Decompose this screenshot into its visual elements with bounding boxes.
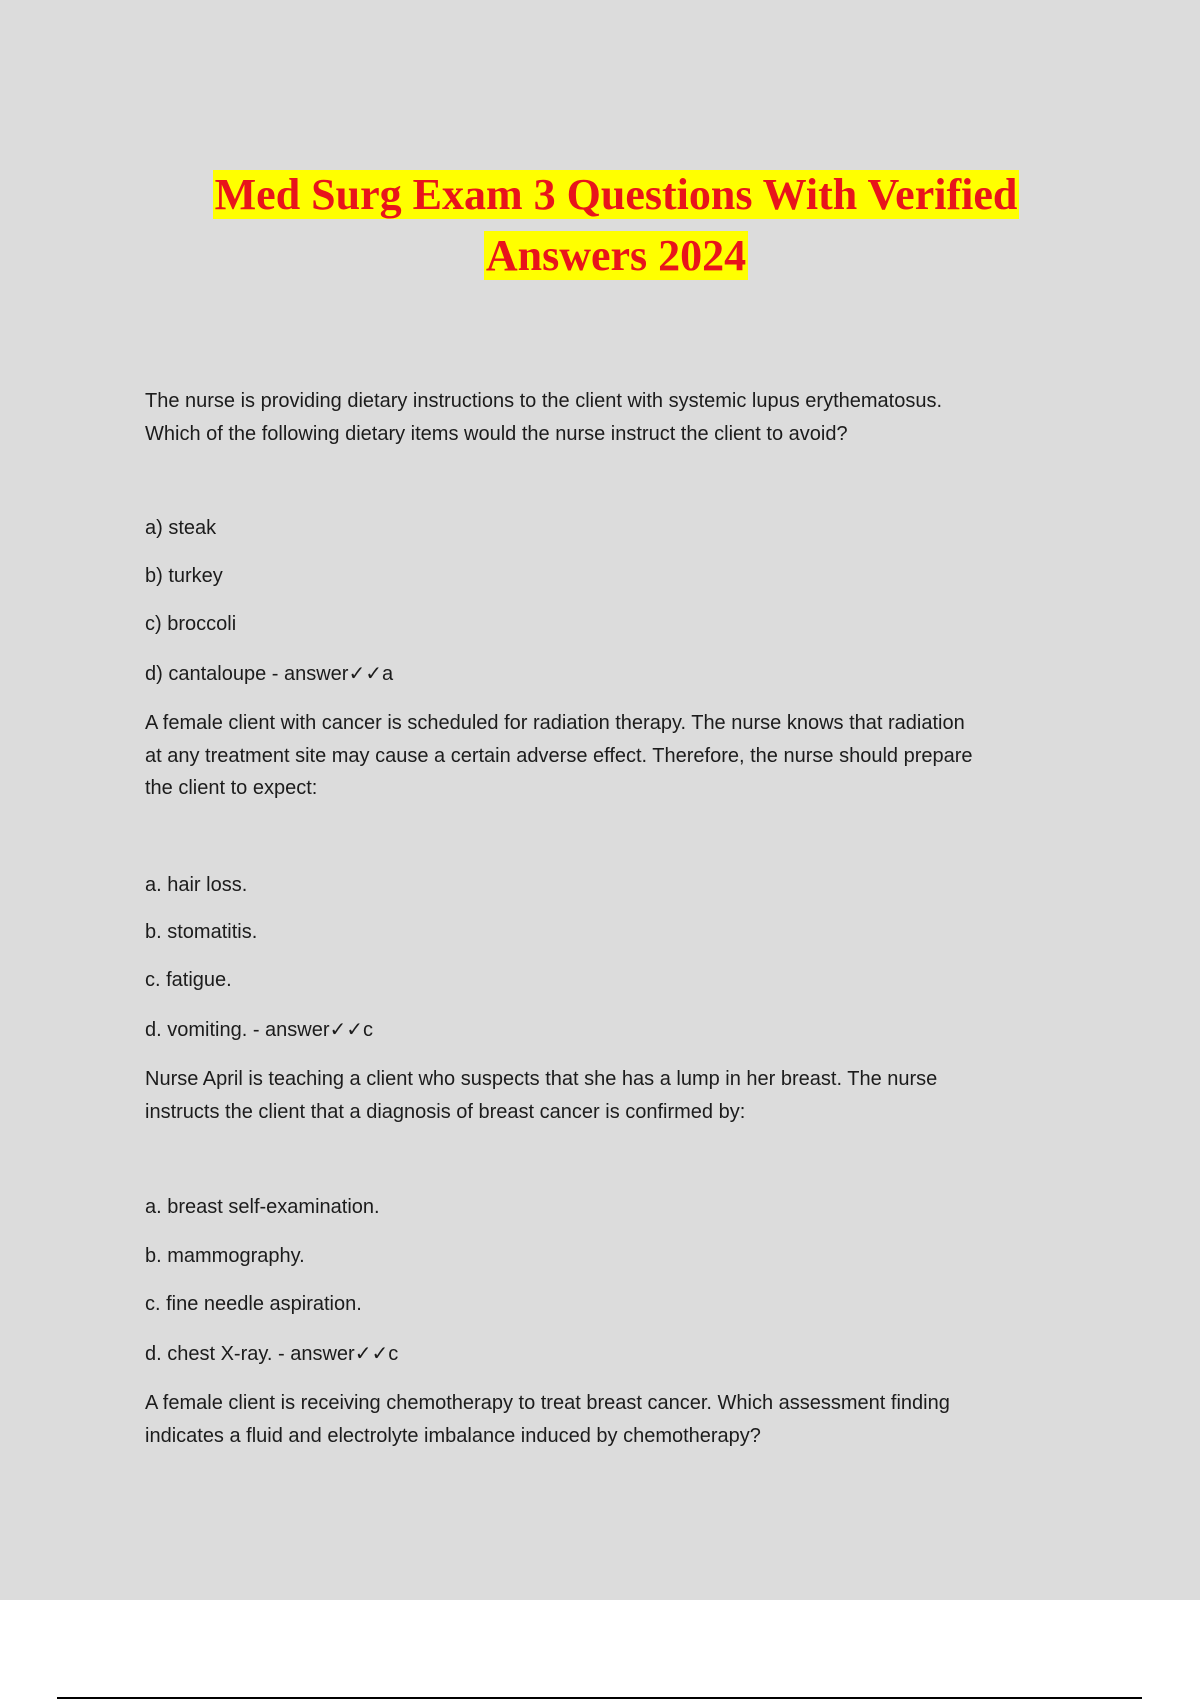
question-2-option-b: b. stomatitis.: [145, 921, 258, 943]
question-3-option-d-answer: d. chest X-ray. - answer✓✓c: [145, 1343, 399, 1365]
question-1-stem: [145, 385, 942, 450]
question-3-stem: [145, 1063, 937, 1128]
question-3-option-c: c. fine needle aspiration.: [145, 1293, 362, 1315]
question-1-option-a: a) steak: [145, 517, 217, 539]
question-1-option-d-answer: d) cantaloupe - answer✓✓a: [145, 663, 394, 685]
question-3-option-a: a. breast self-examination.: [145, 1196, 380, 1218]
question-2-option-c: c. fatigue.: [145, 969, 232, 991]
question-4-stem: [145, 1387, 950, 1452]
bottom-divider: [57, 1697, 1142, 1699]
question-2-option-d-answer: d. vomiting. - answer✓✓c: [145, 1019, 374, 1041]
question-2-option-a: a. hair loss.: [145, 874, 248, 896]
question-1-stem-line-1: The nurse is providing dietary instructions to the client with systemic lupus erythematosus.: [145, 390, 943, 412]
title-line-2: Answers 2024: [485, 231, 747, 280]
question-4-stem-line-2: indicates a fluid and electrolyte imbalance induced by chemotherapy?: [145, 1424, 761, 1447]
question-2-stem-line-2: at any treatment site may cause a certain adverse effect. Therefore, the nurse should prepare: [145, 744, 973, 767]
document-title: [0, 164, 1200, 286]
question-3-stem-line-1: Nurse April is teaching a client who suspects that she has a lump in her breast. The nurse: [145, 1068, 938, 1090]
title-line-1: Med Surg Exam 3 Questions With Verified: [214, 170, 1018, 219]
question-1-option-b: b) turkey: [145, 565, 223, 587]
question-1-stem-line-2: Which of the following dietary items would the nurse instruct the client to avoid?: [145, 422, 848, 445]
question-2-stem-line-3: the client to expect:: [145, 777, 318, 799]
question-1-option-c: c) broccoli: [145, 613, 237, 635]
question-4-stem-line-1: A female client is receiving chemotherapy to treat breast cancer. Which assessment finding: [145, 1392, 950, 1414]
question-2-stem-line-1: A female client with cancer is scheduled for radiation therapy. The nurse knows that radiation: [145, 712, 965, 734]
question-3-stem-line-2: instructs the client that a diagnosis of breast cancer is confirmed by:: [145, 1100, 746, 1123]
question-3-option-b: b. mammography.: [145, 1245, 305, 1267]
question-2-stem: [145, 707, 973, 805]
